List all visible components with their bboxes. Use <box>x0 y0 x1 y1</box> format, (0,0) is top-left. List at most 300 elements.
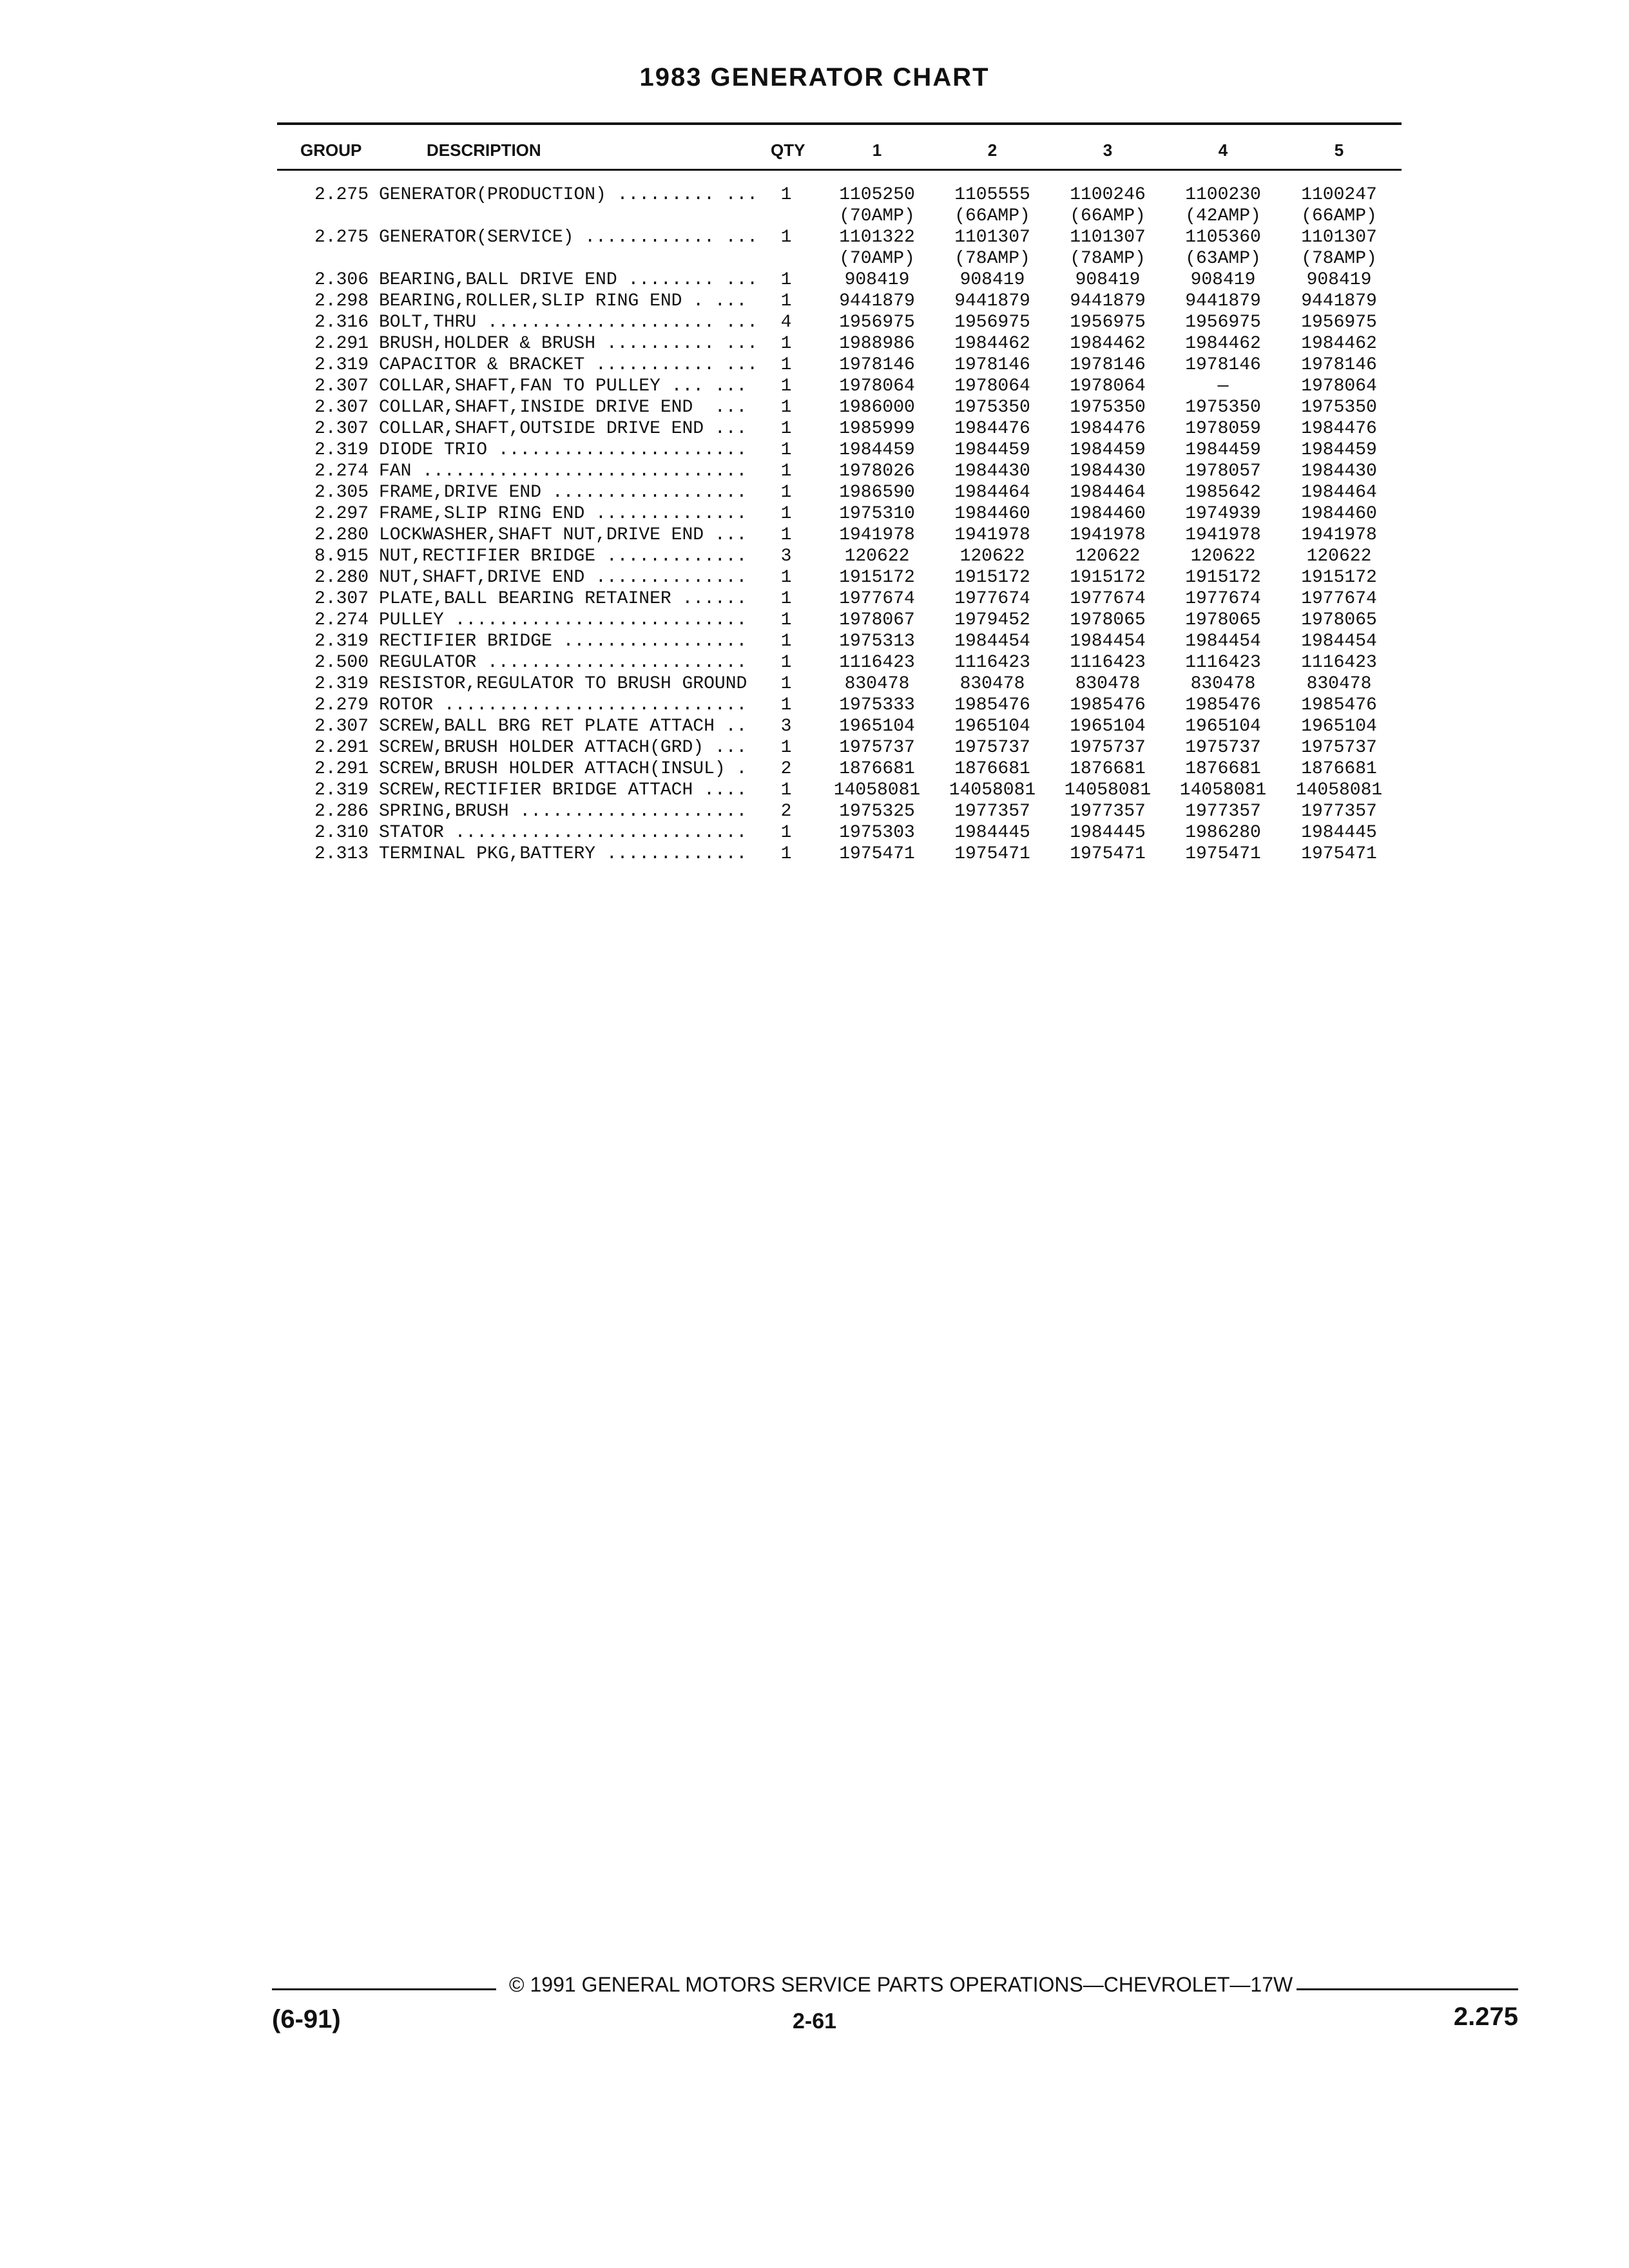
description-cell: PULLEY ........................... <box>379 610 747 630</box>
part-number-cell: 1984464 <box>954 483 1030 503</box>
part-number-cell: 9441879 <box>839 291 915 311</box>
table-row <box>0 376 1629 397</box>
table-row <box>0 843 1629 865</box>
part-number-cell: 1984476 <box>1070 419 1146 439</box>
part-number-cell: 1986590 <box>839 483 915 503</box>
part-number-cell: 1984454 <box>1185 631 1261 651</box>
part-number-cell: 1876681 <box>1185 759 1261 779</box>
part-number-cell: 1984459 <box>1070 440 1146 460</box>
part-number-cell: 830478 <box>1075 674 1141 694</box>
part-number-cell: 1984464 <box>1301 483 1377 503</box>
part-number-cell: 1984445 <box>1301 823 1377 843</box>
footer-copyright: © 1991 GENERAL MOTORS SERVICE PARTS OPERATIONS—CHEVROLET—17W <box>509 1973 1293 1996</box>
table-row <box>0 631 1629 652</box>
qty-cell: 1 <box>780 376 792 396</box>
table-row <box>0 206 1629 227</box>
group-cell: 2.319 <box>314 631 369 651</box>
part-number-cell: 1941978 <box>839 525 915 545</box>
description-cell: NUT,RECTIFIER BRIDGE ............. <box>379 546 747 566</box>
part-number-cell: 1915172 <box>1070 568 1146 588</box>
part-number-cell: 1101307 <box>1301 227 1377 247</box>
part-number-cell: (66AMP) <box>1070 206 1146 226</box>
part-number-cell: 1975303 <box>839 823 915 843</box>
part-number-cell: 1975471 <box>1185 844 1261 864</box>
description-cell: NUT,SHAFT,DRIVE END .............. <box>379 568 747 588</box>
qty-cell: 1 <box>780 355 792 375</box>
part-number-cell: 1975737 <box>1185 738 1261 758</box>
part-number-cell: — <box>1217 376 1229 396</box>
part-number-cell: 1941978 <box>954 525 1030 545</box>
group-cell: 2.307 <box>314 419 369 439</box>
part-number-cell: 1101307 <box>1070 227 1146 247</box>
description-cell: BEARING,BALL DRIVE END ........ ... <box>379 270 758 290</box>
part-number-cell: 1977674 <box>1070 589 1146 609</box>
part-number-cell: 1984462 <box>1070 334 1146 354</box>
part-number-cell: 1975737 <box>1301 738 1377 758</box>
group-cell: 2.280 <box>314 568 369 588</box>
part-number-cell: 1975350 <box>1185 398 1261 418</box>
part-number-cell: 1965104 <box>1301 716 1377 736</box>
part-number-cell: 1984462 <box>1185 334 1261 354</box>
header-qty: QTY <box>771 140 805 160</box>
part-number-cell: 1984454 <box>954 631 1030 651</box>
header-col-3: 3 <box>1103 140 1113 160</box>
part-number-cell: 1978146 <box>1070 355 1146 375</box>
part-number-cell: (78AMP) <box>1301 249 1377 269</box>
part-number-cell: 1915172 <box>1301 568 1377 588</box>
table-row <box>0 610 1629 631</box>
part-number-cell: 1974939 <box>1185 504 1261 524</box>
description-cell: DIODE TRIO ....................... <box>379 440 747 460</box>
group-cell: 2.319 <box>314 674 369 694</box>
part-number-cell: 1984445 <box>1070 823 1146 843</box>
part-number-cell: 1984476 <box>954 419 1030 439</box>
qty-cell: 1 <box>780 398 792 418</box>
table-row <box>0 269 1629 291</box>
part-number-cell: 1100230 <box>1185 185 1261 205</box>
part-number-cell: 1975350 <box>1301 398 1377 418</box>
part-number-cell: 9441879 <box>1185 291 1261 311</box>
description-cell: GENERATOR(PRODUCTION) ......... ... <box>379 185 758 205</box>
group-cell: 2.274 <box>314 610 369 630</box>
part-number-cell: 1978059 <box>1185 419 1261 439</box>
description-cell: RESISTOR,REGULATOR TO BRUSH GROUND <box>379 674 747 694</box>
part-number-cell: 1956975 <box>839 312 915 332</box>
part-number-cell: 1984454 <box>1070 631 1146 651</box>
part-number-cell: 1876681 <box>1070 759 1146 779</box>
qty-cell: 4 <box>780 312 792 332</box>
qty-cell: 1 <box>780 270 792 290</box>
part-number-cell: 1105360 <box>1185 227 1261 247</box>
description-cell: COLLAR,SHAFT,OUTSIDE DRIVE END ... <box>379 419 747 439</box>
part-number-cell: (66AMP) <box>1301 206 1377 226</box>
group-cell: 2.275 <box>314 185 369 205</box>
part-number-cell: (78AMP) <box>954 249 1030 269</box>
part-number-cell: 1975350 <box>1070 398 1146 418</box>
qty-cell: 1 <box>780 568 792 588</box>
part-number-cell: 1984454 <box>1301 631 1377 651</box>
part-number-cell: 1977674 <box>1185 589 1261 609</box>
group-cell: 2.280 <box>314 525 369 545</box>
qty-cell: 1 <box>780 291 792 311</box>
part-number-cell: 1975333 <box>839 695 915 715</box>
part-number-cell: 1975325 <box>839 802 915 822</box>
part-number-cell: 1984459 <box>954 440 1030 460</box>
table-row <box>0 503 1629 524</box>
group-cell: 2.307 <box>314 589 369 609</box>
qty-cell: 1 <box>780 461 792 481</box>
qty-cell: 1 <box>780 589 792 609</box>
part-number-cell: 1985476 <box>1185 695 1261 715</box>
description-cell: CAPACITOR & BRACKET ........... ... <box>379 355 758 375</box>
group-cell: 2.307 <box>314 398 369 418</box>
part-number-cell: 1941978 <box>1185 525 1261 545</box>
part-number-cell: 14058081 <box>949 780 1036 800</box>
part-number-cell: 9441879 <box>1301 291 1377 311</box>
footer-page-number: 2-61 <box>792 2009 837 2033</box>
part-number-cell: 1988986 <box>839 334 915 354</box>
qty-cell: 1 <box>780 674 792 694</box>
part-number-cell: 9441879 <box>1070 291 1146 311</box>
qty-cell: 1 <box>780 844 792 864</box>
part-number-cell: 9441879 <box>954 291 1030 311</box>
part-number-cell: 1975471 <box>1070 844 1146 864</box>
header-col-1: 1 <box>872 140 882 160</box>
part-number-cell: 1956975 <box>954 312 1030 332</box>
part-number-cell: 1984464 <box>1070 483 1146 503</box>
group-cell: 2.305 <box>314 483 369 503</box>
group-cell: 2.275 <box>314 227 369 247</box>
part-number-cell: 1984430 <box>1070 461 1146 481</box>
part-number-cell: 1975310 <box>839 504 915 524</box>
part-number-cell: 1941978 <box>1301 525 1377 545</box>
part-number-cell: (78AMP) <box>1070 249 1146 269</box>
description-cell: FRAME,SLIP RING END .............. <box>379 504 747 524</box>
part-number-cell: 1978064 <box>1301 376 1377 396</box>
table-row <box>0 333 1629 354</box>
part-number-cell: 1100247 <box>1301 185 1377 205</box>
part-number-cell: (70AMP) <box>839 206 915 226</box>
group-cell: 2.298 <box>314 291 369 311</box>
part-number-cell: 1915172 <box>954 568 1030 588</box>
description-cell: TERMINAL PKG,BATTERY ............. <box>379 844 747 864</box>
table-row <box>0 652 1629 673</box>
footer-date: (6-91) <box>272 2005 341 2033</box>
group-cell: 2.291 <box>314 334 369 354</box>
table-row <box>0 822 1629 843</box>
description-cell: BEARING,ROLLER,SLIP RING END . ... <box>379 291 747 311</box>
part-number-cell: 1116423 <box>954 653 1030 673</box>
part-number-cell: 1105250 <box>839 185 915 205</box>
table-row <box>0 482 1629 503</box>
group-cell: 2.286 <box>314 802 369 822</box>
part-number-cell: 1965104 <box>1185 716 1261 736</box>
part-number-cell: 1975313 <box>839 631 915 651</box>
part-number-cell: 1101322 <box>839 227 915 247</box>
part-number-cell: 1984445 <box>954 823 1030 843</box>
footer-section: 2.275 <box>1453 2003 1518 2031</box>
part-number-cell: 1101307 <box>954 227 1030 247</box>
part-number-cell: 1915172 <box>1185 568 1261 588</box>
part-number-cell: 1965104 <box>954 716 1030 736</box>
part-number-cell: 1116423 <box>1301 653 1377 673</box>
part-number-cell: (66AMP) <box>954 206 1030 226</box>
part-number-cell: 1984459 <box>1301 440 1377 460</box>
part-number-cell: 1965104 <box>839 716 915 736</box>
qty-cell: 2 <box>780 759 792 779</box>
qty-cell: 1 <box>780 334 792 354</box>
part-number-cell: 1978065 <box>1301 610 1377 630</box>
part-number-cell: 1986280 <box>1185 823 1261 843</box>
part-number-cell: 830478 <box>844 674 910 694</box>
qty-cell: 3 <box>780 716 792 736</box>
footer-rule-right <box>1296 1988 1518 1990</box>
part-number-cell: 14058081 <box>1064 780 1152 800</box>
qty-cell: 1 <box>780 525 792 545</box>
table-row <box>0 588 1629 610</box>
part-number-cell: (63AMP) <box>1185 249 1261 269</box>
part-number-cell: 908419 <box>1306 270 1372 290</box>
description-cell: COLLAR,SHAFT,INSIDE DRIVE END ... <box>379 398 747 418</box>
part-number-cell: 1978146 <box>954 355 1030 375</box>
description-cell: FAN .............................. <box>379 461 747 481</box>
description-cell: FRAME,DRIVE END .................. <box>379 483 747 503</box>
table-row <box>0 716 1629 737</box>
part-number-cell: 1978064 <box>839 376 915 396</box>
part-number-cell: 1978146 <box>1185 355 1261 375</box>
group-cell: 2.291 <box>314 759 369 779</box>
description-cell: SCREW,BRUSH HOLDER ATTACH(GRD) ... <box>379 738 747 758</box>
description-cell: LOCKWASHER,SHAFT NUT,DRIVE END ... <box>379 525 747 545</box>
qty-cell: 1 <box>780 440 792 460</box>
part-number-cell: 908419 <box>1075 270 1141 290</box>
qty-cell: 1 <box>780 610 792 630</box>
part-number-cell: 1978146 <box>839 355 915 375</box>
part-number-cell: 830478 <box>959 674 1025 694</box>
part-number-cell: 1956975 <box>1301 312 1377 332</box>
part-number-cell: 1985999 <box>839 419 915 439</box>
qty-cell: 1 <box>780 738 792 758</box>
page-title: 1983 GENERATOR CHART <box>639 63 990 91</box>
part-number-cell: 1977357 <box>1185 802 1261 822</box>
part-number-cell: 1977674 <box>1301 589 1377 609</box>
header-col-5: 5 <box>1334 140 1344 160</box>
part-number-cell: 120622 <box>1190 546 1256 566</box>
table-row <box>0 737 1629 758</box>
qty-cell: 1 <box>780 631 792 651</box>
part-number-cell: 830478 <box>1190 674 1256 694</box>
group-cell: 2.319 <box>314 780 369 800</box>
description-cell: REGULATOR ........................ <box>379 653 747 673</box>
part-number-cell: 1977674 <box>954 589 1030 609</box>
table-row <box>0 673 1629 695</box>
table-row <box>0 291 1629 312</box>
description-cell: STATOR ........................... <box>379 823 747 843</box>
description-cell: RECTIFIER BRIDGE ................. <box>379 631 747 651</box>
table-row <box>0 439 1629 461</box>
table-row <box>0 227 1629 248</box>
part-number-cell: 120622 <box>1306 546 1372 566</box>
part-number-cell: 1915172 <box>839 568 915 588</box>
qty-cell: 1 <box>780 419 792 439</box>
description-cell: SCREW,BRUSH HOLDER ATTACH(INSUL) . <box>379 759 747 779</box>
qty-cell: 1 <box>780 695 792 715</box>
footer-rule-left <box>272 1988 496 1990</box>
table-row <box>0 461 1629 482</box>
part-number-cell: 1978026 <box>839 461 915 481</box>
part-number-cell: 14058081 <box>833 780 921 800</box>
description-cell: SPRING,BRUSH ..................... <box>379 802 747 822</box>
table-row <box>0 312 1629 333</box>
part-number-cell: 1984476 <box>1301 419 1377 439</box>
group-cell: 2.310 <box>314 823 369 843</box>
part-number-cell: 1985476 <box>1301 695 1377 715</box>
part-number-cell: 1975471 <box>839 844 915 864</box>
part-number-cell: 1965104 <box>1070 716 1146 736</box>
part-number-cell: 1977357 <box>1301 802 1377 822</box>
part-number-cell: 1116423 <box>1185 653 1261 673</box>
part-number-cell: 1984460 <box>1301 504 1377 524</box>
group-cell: 2.500 <box>314 653 369 673</box>
part-number-cell: 1876681 <box>954 759 1030 779</box>
table-row <box>0 397 1629 418</box>
part-number-cell: 1941978 <box>1070 525 1146 545</box>
header-group: GROUP <box>300 140 362 160</box>
table-row <box>0 780 1629 801</box>
part-number-cell: 1876681 <box>1301 759 1377 779</box>
table-row <box>0 524 1629 546</box>
group-cell: 2.307 <box>314 716 369 736</box>
part-number-cell: 908419 <box>844 270 910 290</box>
qty-cell: 1 <box>780 483 792 503</box>
part-number-cell: 1956975 <box>1070 312 1146 332</box>
table-row <box>0 801 1629 822</box>
part-number-cell: 1984430 <box>954 461 1030 481</box>
part-number-cell: 1979452 <box>954 610 1030 630</box>
part-number-cell: 1116423 <box>1070 653 1146 673</box>
description-cell: ROTOR ............................ <box>379 695 747 715</box>
group-cell: 2.279 <box>314 695 369 715</box>
description-cell: SCREW,RECTIFIER BRIDGE ATTACH .... <box>379 780 747 800</box>
qty-cell: 1 <box>780 823 792 843</box>
header-top-rule <box>277 122 1402 125</box>
part-number-cell: 120622 <box>959 546 1025 566</box>
table-row <box>0 758 1629 780</box>
part-number-cell: 1977357 <box>1070 802 1146 822</box>
part-number-cell: 1956975 <box>1185 312 1261 332</box>
part-number-cell: (42AMP) <box>1185 206 1261 226</box>
part-number-cell: 1105555 <box>954 185 1030 205</box>
description-cell: COLLAR,SHAFT,FAN TO PULLEY ... ... <box>379 376 747 396</box>
qty-cell: 1 <box>780 227 792 247</box>
part-number-cell: 1975737 <box>954 738 1030 758</box>
qty-cell: 3 <box>780 546 792 566</box>
parts-table <box>0 184 1629 865</box>
table-row <box>0 567 1629 588</box>
qty-cell: 1 <box>780 185 792 205</box>
part-number-cell: 1977357 <box>954 802 1030 822</box>
part-number-cell: 1985642 <box>1185 483 1261 503</box>
table-row <box>0 695 1629 716</box>
part-number-cell: 1984460 <box>954 504 1030 524</box>
part-number-cell: 1978057 <box>1185 461 1261 481</box>
part-number-cell: 14058081 <box>1295 780 1383 800</box>
qty-cell: 1 <box>780 653 792 673</box>
part-number-cell: 1978146 <box>1301 355 1377 375</box>
part-number-cell: 1984430 <box>1301 461 1377 481</box>
group-cell: 2.274 <box>314 461 369 481</box>
part-number-cell: 1975471 <box>954 844 1030 864</box>
description-cell: BRUSH,HOLDER & BRUSH .......... ... <box>379 334 758 354</box>
table-row <box>0 248 1629 269</box>
part-number-cell: 1116423 <box>839 653 915 673</box>
table-row <box>0 354 1629 376</box>
table-row <box>0 418 1629 439</box>
qty-cell: 1 <box>780 780 792 800</box>
part-number-cell: 1984462 <box>954 334 1030 354</box>
header-col-4: 4 <box>1218 140 1228 160</box>
part-number-cell: 1876681 <box>839 759 915 779</box>
table-row <box>0 184 1629 206</box>
group-cell: 2.313 <box>314 844 369 864</box>
part-number-cell: 120622 <box>1075 546 1141 566</box>
part-number-cell: 1985476 <box>954 695 1030 715</box>
qty-cell: 1 <box>780 504 792 524</box>
group-cell: 2.319 <box>314 355 369 375</box>
description-cell: GENERATOR(SERVICE) ............ ... <box>379 227 758 247</box>
group-cell: 2.297 <box>314 504 369 524</box>
part-number-cell: 908419 <box>959 270 1025 290</box>
part-number-cell: 1986000 <box>839 398 915 418</box>
part-number-cell: 1978065 <box>1070 610 1146 630</box>
part-number-cell: 1978065 <box>1185 610 1261 630</box>
part-number-cell: 1985476 <box>1070 695 1146 715</box>
group-cell: 2.291 <box>314 738 369 758</box>
part-number-cell: 1978067 <box>839 610 915 630</box>
part-number-cell: 1975350 <box>954 398 1030 418</box>
part-number-cell: 1984459 <box>1185 440 1261 460</box>
part-number-cell: (70AMP) <box>839 249 915 269</box>
part-number-cell: 830478 <box>1306 674 1372 694</box>
part-number-cell: 120622 <box>844 546 910 566</box>
group-cell: 2.316 <box>314 312 369 332</box>
qty-cell: 2 <box>780 802 792 822</box>
table-row <box>0 546 1629 567</box>
part-number-cell: 1978064 <box>954 376 1030 396</box>
group-cell: 2.307 <box>314 376 369 396</box>
header-col-2: 2 <box>987 140 998 160</box>
part-number-cell: 1984462 <box>1301 334 1377 354</box>
header-bottom-rule <box>277 169 1402 171</box>
part-number-cell: 1978064 <box>1070 376 1146 396</box>
description-cell: BOLT,THRU ..................... ... <box>379 312 758 332</box>
part-number-cell: 908419 <box>1190 270 1256 290</box>
part-number-cell: 1984460 <box>1070 504 1146 524</box>
group-cell: 8.915 <box>314 546 369 566</box>
description-cell: SCREW,BALL BRG RET PLATE ATTACH .. <box>379 716 747 736</box>
part-number-cell: 1984459 <box>839 440 915 460</box>
part-number-cell: 1975737 <box>1070 738 1146 758</box>
part-number-cell: 1975471 <box>1301 844 1377 864</box>
part-number-cell: 14058081 <box>1179 780 1267 800</box>
description-cell: PLATE,BALL BEARING RETAINER ...... <box>379 589 747 609</box>
part-number-cell: 1975737 <box>839 738 915 758</box>
header-description: DESCRIPTION <box>427 140 541 160</box>
part-number-cell: 1100246 <box>1070 185 1146 205</box>
group-cell: 2.319 <box>314 440 369 460</box>
group-cell: 2.306 <box>314 270 369 290</box>
part-number-cell: 1977674 <box>839 589 915 609</box>
